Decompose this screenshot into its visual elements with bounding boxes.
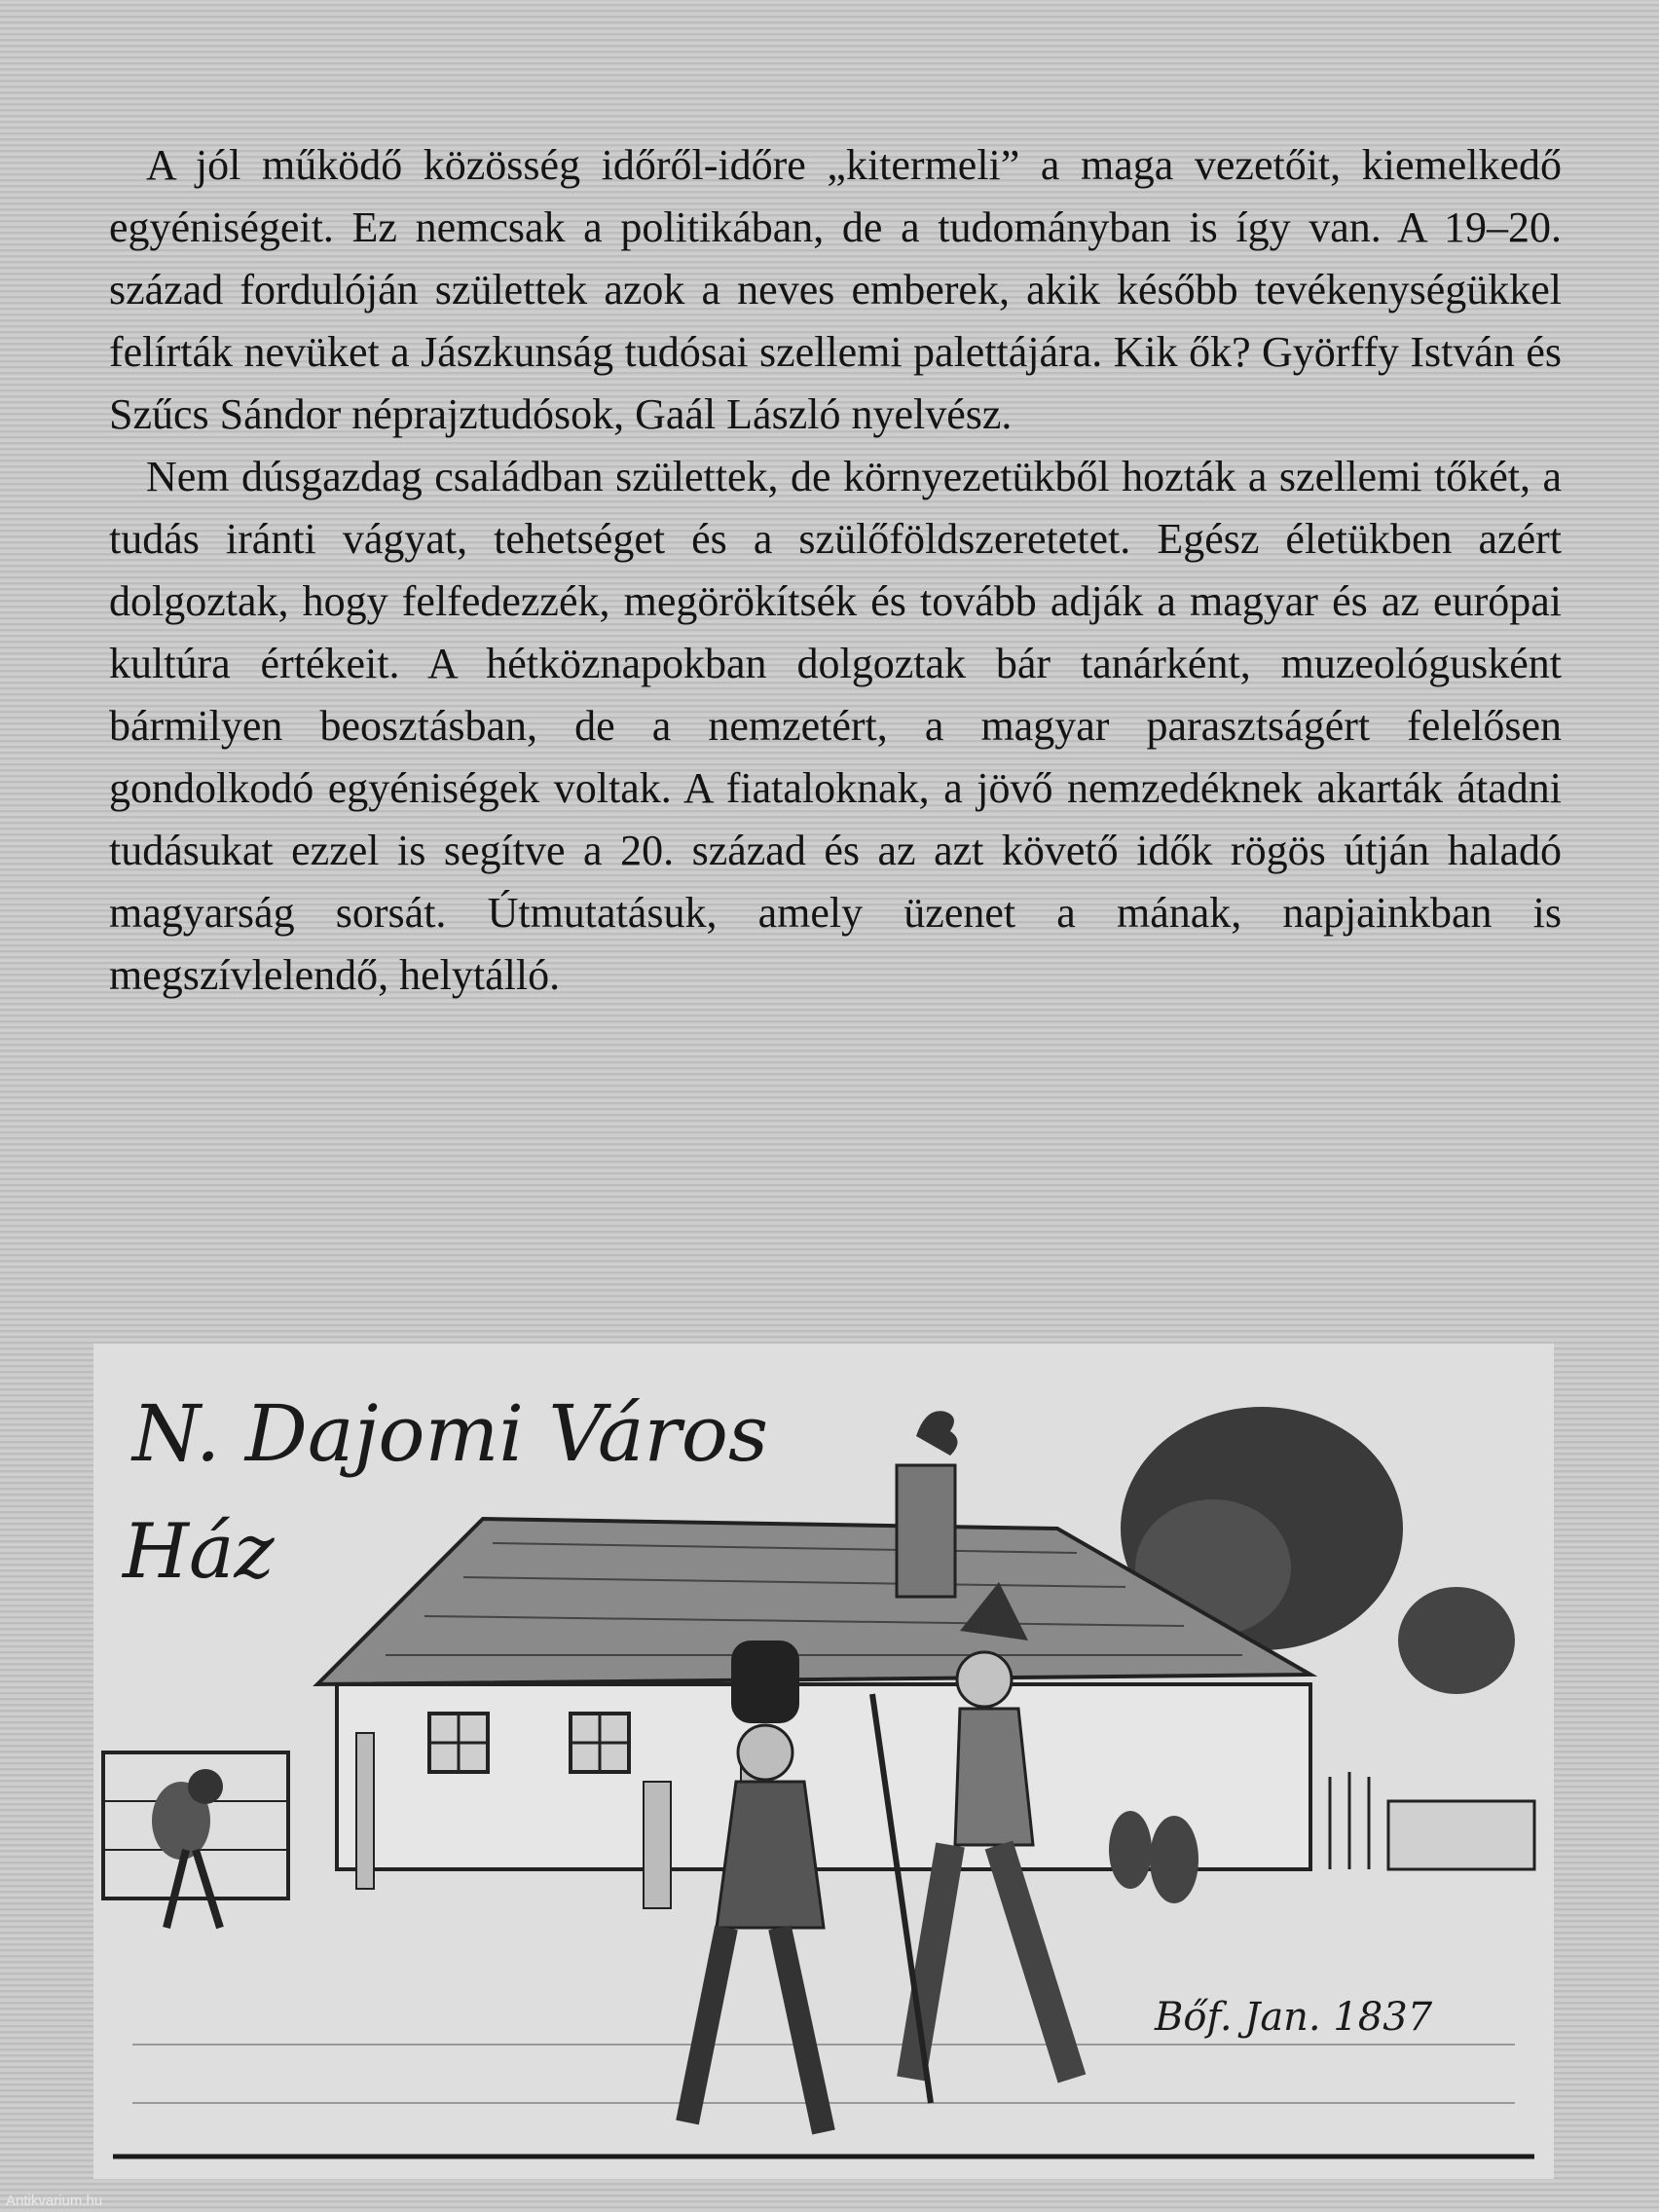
site-watermark: Antikvarium.hu (6, 2193, 103, 2209)
drawing-svg (93, 1344, 1554, 2179)
paragraph-1: A jól működő közösség időről-időre „kitermeli” a maga vezetőit, kiemelkedő egyéniségeit. Ez nemcsak a politikában, de a tudományban is így van. A 19–20. század fordulóján születtek azok a neves emberek, akik később tevékenységükkel felírták nevüket a Jászkunság tudósai szellemi palettájára. Kik ők? Györffy István és Szűcs Sándor néprajztudósok, Gaál László nyelvész. (109, 141, 1562, 438)
drawing-caption-line1: N. Dajomi Város (132, 1388, 769, 1479)
chimney (897, 1465, 955, 1597)
body-text (109, 134, 1562, 1007)
drawing-signature: Bőf. Jan. 1837 (1155, 1995, 1433, 2040)
house-drawing-illustration (93, 1344, 1554, 2179)
paragraph-2: Nem dúsgazdag családban születtek, de környezetükből hozták a szellemi tőkét, a tudás iránti vágyat, tehetséget és a szülőföldszeretetet. Egész életükben azért dolgoztak, hogy felfedezzék, megörökítsék és tovább adják a magyar és az európai kultúra értékeit. A hétköznapokban dolgoztak bár tanárként, muzeológusként bármilyen beosztásban, de a nemzetért, a magyar parasztságért felelősen gondolkodó egyéniségek voltak. A fiataloknak, a jövő nemzedéknek akarták átadni tudásukat ezzel is segítve a 20. század és az azt követő idők rögös útján haladó magyarság sorsát. Útmutatásuk, amely üzenet a mának, napjainkban is megszívlelendő, helytálló. (109, 453, 1562, 999)
drawing-caption-line2: Ház (123, 1508, 275, 1596)
